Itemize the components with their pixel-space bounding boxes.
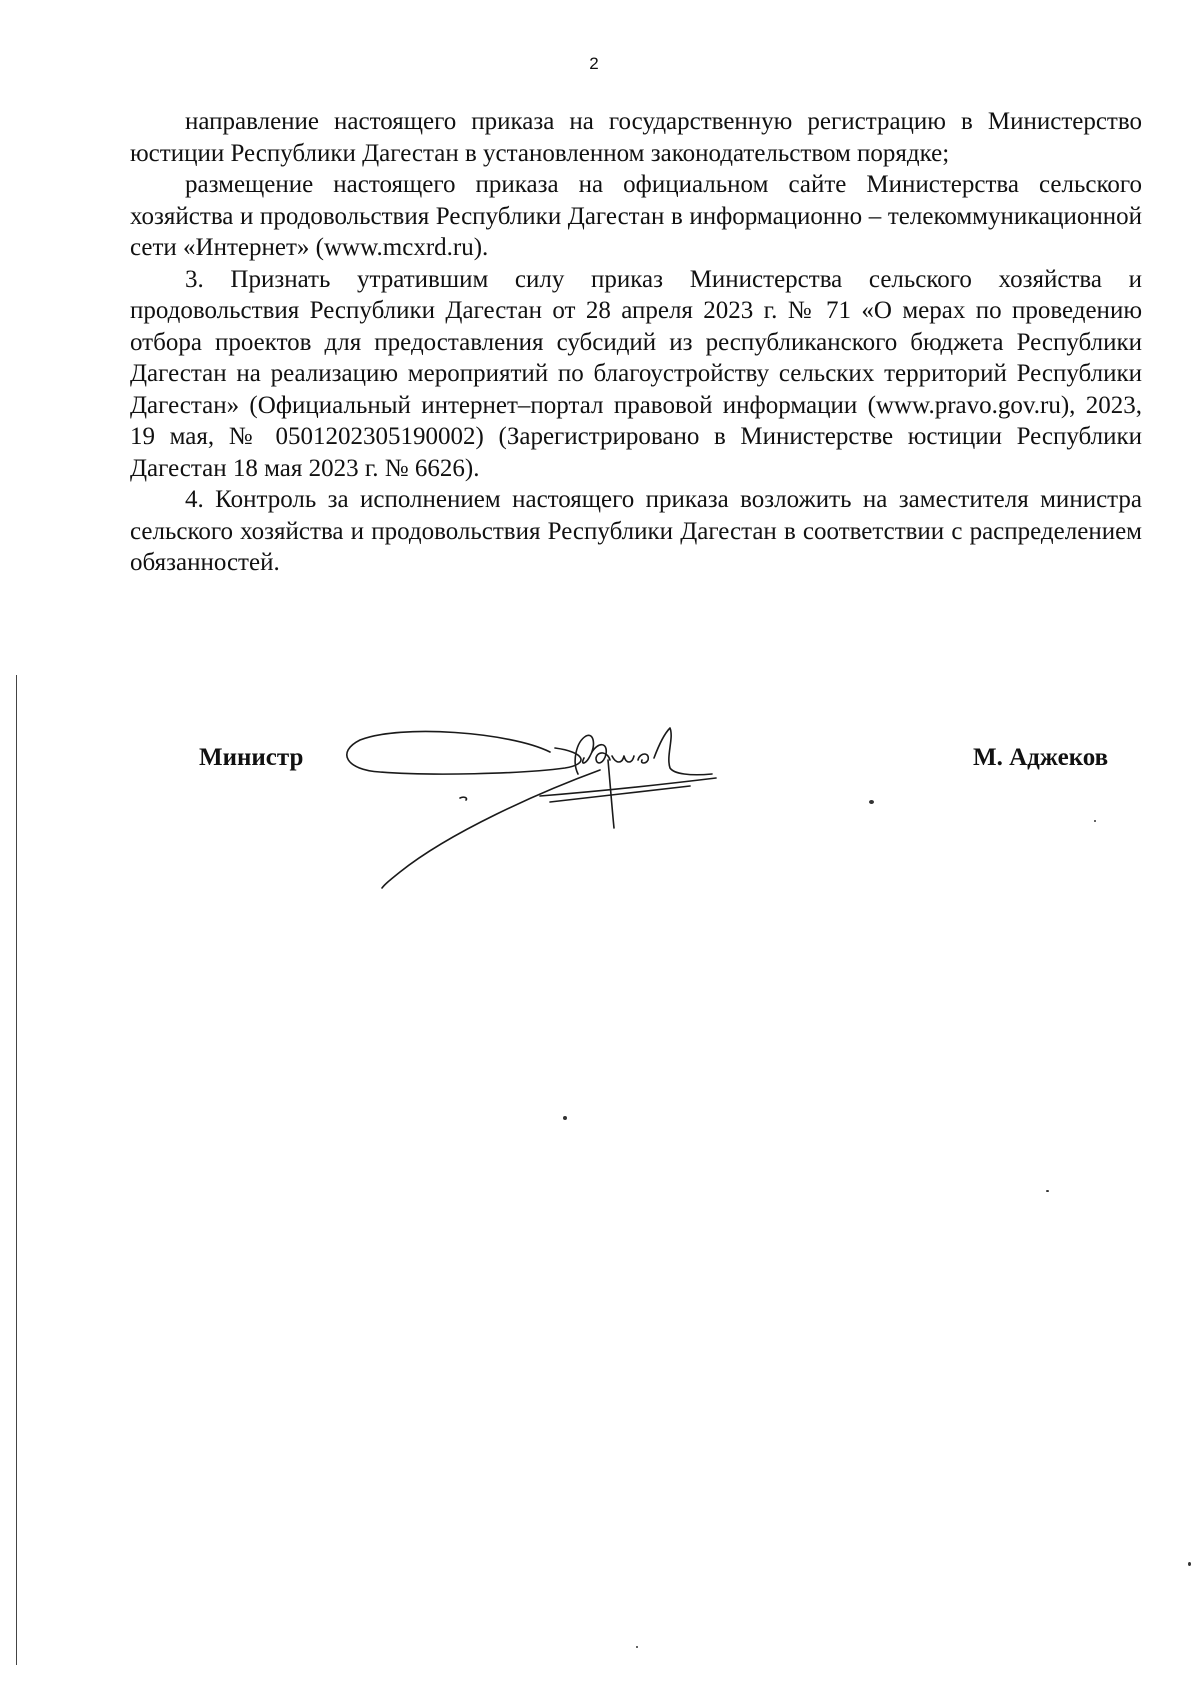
- scan-speck: [636, 1646, 638, 1648]
- document-body: [130, 106, 1142, 579]
- scan-speck: [1046, 1190, 1049, 1192]
- paragraph-publication: размещение настоящего приказа на официальном сайте Министерства сельского хозяйства и продовольствия Республики Дагестан в информационно – телекоммуникационной сети «Интернет» (www.mcxrd.ru).: [130, 171, 1142, 261]
- scan-speck: [1094, 820, 1096, 822]
- paragraph-item-3: 3. Признать утратившим силу приказ Министерства сельского хозяйства и продовольствия Республики Дагестан от 28 апреля 2023 г. № 71 «О мерах по проведению отбора проектов для предоставления субсидий из республиканского бюджета Республики Дагестан на реализацию мероприятий по благоустройству сельских территорий Республики Дагестан» (Официальный интернет–портал правовой информации (www.pravo.gov.ru), 2023, 19 мая, № 0501202305190002) (Зарегистрировано в Министерстве юстиции Республики Дагестан 18 мая 2023 г. № 6626).: [130, 265, 1142, 482]
- scan-speck: [563, 1116, 567, 1120]
- scan-edge-line: [16, 675, 17, 1665]
- page-number: 2: [589, 54, 599, 73]
- signatory-name: М. Аджеков: [973, 744, 1109, 771]
- paragraph-registration: направление настоящего приказа на государственную регистрацию в Министерство юстиции Республики Дагестан в установленном законодательством порядке;: [130, 108, 1142, 167]
- scan-speck: [1188, 1562, 1191, 1566]
- paragraph-item-4: 4. Контроль за исполнением настоящего приказа возложить на заместителя министра сельского хозяйства и продовольствия Республики Дагестан в соответствии с распределением обязанностей.: [130, 486, 1142, 576]
- scan-speck: [869, 800, 874, 804]
- signatory-title: Министр: [199, 744, 304, 771]
- handwritten-signature-icon: [340, 712, 730, 892]
